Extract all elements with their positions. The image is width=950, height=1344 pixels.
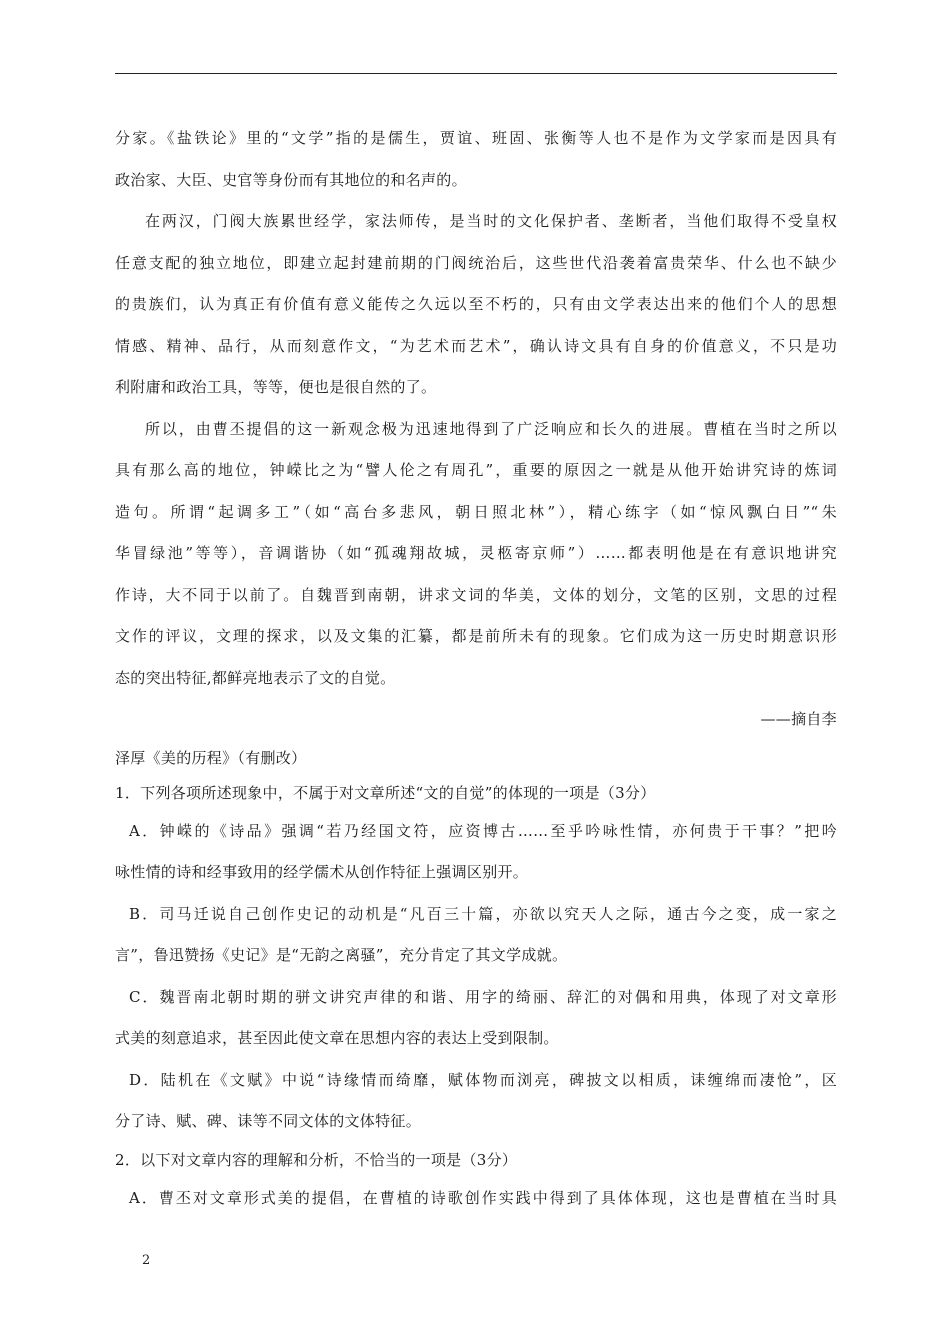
text-line: 态的突出特征,都鲜亮地表示了文的自觉。 xyxy=(115,668,396,687)
text-line: A．曹丕对文章形式美的提倡，在曹植的诗歌创作实践中得到了具体体现，这也是曹植在当时具 xyxy=(129,1188,837,1207)
text-line: 文作的评议，文理的探求，以及文集的汇纂，都是前所未有的现象。它们成为这一历史时期意识形 xyxy=(115,627,837,645)
document-body xyxy=(115,118,837,1219)
text-line: 华冒绿池”等等），音调谐协（如“孤魂翔故城，灵柩寄京师”）……都表明他是在有意识地讲究 xyxy=(115,544,837,562)
text-line: 所以，由曹丕提倡的这一新观念极为迅速地得到了广泛响应和长久的进展。曹植在当时之所以 xyxy=(145,419,837,438)
text-line: 作诗，大不同于以前了。自魏晋到南朝，讲求文词的华美，文体的划分，文笔的区别，文思的过程 xyxy=(115,585,837,604)
text-line: B．司马迁说自己创作史记的动机是“凡百三十篇，亦欲以究天人之际，通古今之变，成一家之 xyxy=(129,904,837,923)
header-rule xyxy=(115,73,837,74)
text-line: 造句。所谓“起调多工”（如“高台多悲风，朝日照北林”），精心练字（如“惊风飘白日”“朱 xyxy=(115,502,837,521)
text-line: 情感、精神、品行，从而刻意作文，“为艺术而艺术”，确认诗文具有自身的价值意义，不只是功 xyxy=(115,336,837,355)
text-line: 咏性情的诗和经事致用的经学儒术从创作特征上强调区别开。 xyxy=(115,863,529,881)
text-line: C．魏晋南北朝时期的骈文讲究声律的和谐、用字的绮丽、辞汇的对偶和用典，体现了对文章形 xyxy=(129,987,837,1006)
text-line: 政治家、大臣、史官等身份而有其地位的和名声的。 xyxy=(115,170,467,189)
text-line: 在两汉，门阀大族累世经学，家法师传，是当时的文化保护者、垄断者，当他们取得不受皇权 xyxy=(145,212,837,230)
page-number: 2 xyxy=(142,1253,151,1268)
text-line: 式美的刻意追求，甚至因此使文章在思想内容的表达上受到限制。 xyxy=(115,1029,559,1047)
text-line: D．陆机在《文赋》中说“诗缘情而绮靡，赋体物而浏亮，碑披文以相质，诔缠绵而凄怆”，区 xyxy=(129,1070,837,1089)
text-line: 泽厚《美的历程》（有删改） xyxy=(115,748,307,767)
text-line: 言”，鲁迅赞扬《史记》是“无韵之离骚”，充分肯定了其文学成就。 xyxy=(115,946,568,964)
text-line: 分了诗、赋、碑、诔等不同文体的文体特征。 xyxy=(115,1112,422,1130)
text-line: 的贵族们，认为真正有价值有意义能传之久远以至不朽的，只有由文学表达出来的他们个人的思想 xyxy=(115,295,837,313)
text-line: ——摘自李 xyxy=(760,710,837,728)
text-line: 1．下列各项所述现象中，不属于对文章所述“文的自觉”的体现的一项是（3分） xyxy=(115,783,656,802)
text-line: 任意支配的独立地位，即建立起封建前期的门阀统治后，这些世代沿袭着富贵荣华、什么也不缺少 xyxy=(115,253,837,272)
text-line: A．钟嵘的《诗品》强调“若乃经国文符，应资博古……至乎吟咏性情，亦何贵于干事？”把吟 xyxy=(129,821,837,840)
text-line: 利附庸和政治工具，等等，便也是很自然的了。 xyxy=(115,378,437,396)
text-line: 具有那么高的地位，钟嵘比之为“譬人伦之有周孔”，重要的原因之一就是从他开始讲究诗的炼词 xyxy=(115,461,837,479)
text-line: 分家。《盐铁论》里的“文学”指的是儒生，贾谊、班固、张衡等人也不是作为文学家而是因具有 xyxy=(115,129,837,147)
text-line: 2．以下对文章内容的理解和分析，不恰当的一项是（3分） xyxy=(115,1150,518,1169)
